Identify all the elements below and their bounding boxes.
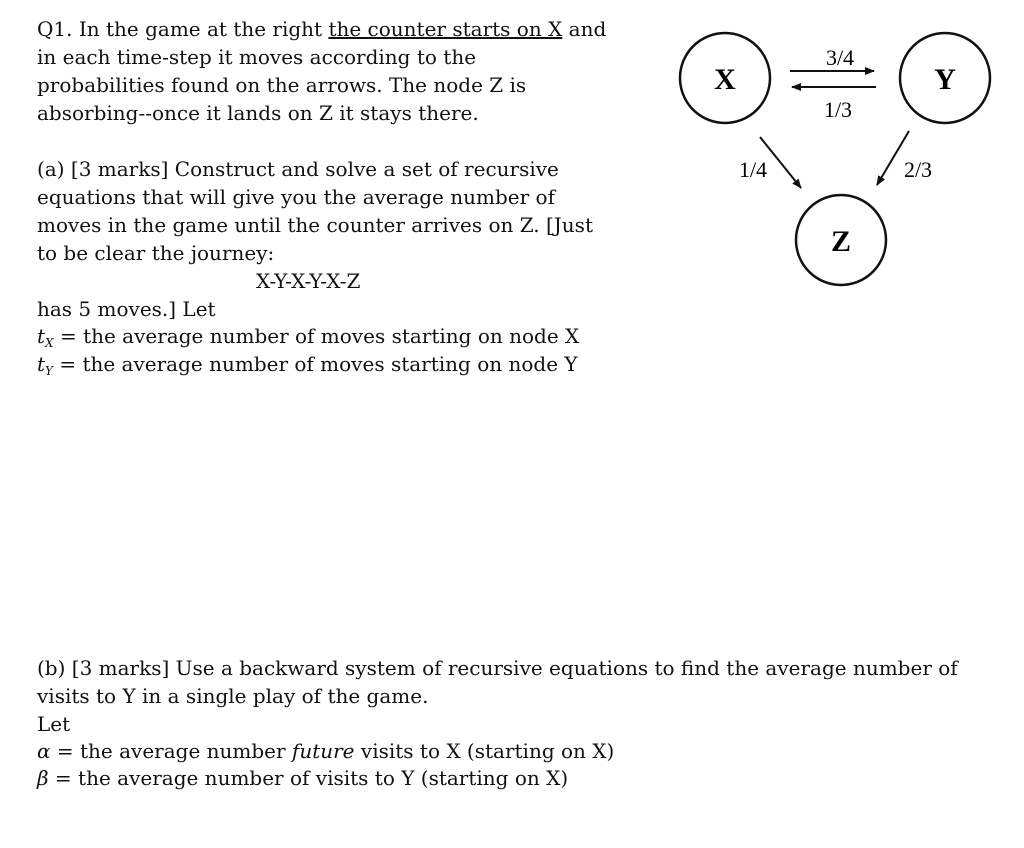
alpha-symbol: α bbox=[37, 739, 51, 763]
question-intro-line-3: probabilities found on the arrows. The node Z is bbox=[37, 73, 527, 97]
alpha-text-b: visits to X (starting on X) bbox=[354, 739, 615, 763]
beta-definition bbox=[37, 765, 568, 792]
ty-symbol: t bbox=[37, 352, 46, 376]
edge-x-to-z-label: 1/4 bbox=[738, 157, 768, 182]
edge-x-to-y-label: 3/4 bbox=[825, 45, 855, 70]
part-b-line-1: (b) [3 marks] Use a backward system of recursive equations to find the average number of bbox=[37, 656, 958, 680]
part-a-line-2: equations that will give you the average number of bbox=[37, 185, 555, 209]
part-a-line-1: (a) [3 marks] Construct and solve a set of recursive bbox=[37, 157, 559, 181]
node-y bbox=[900, 33, 990, 123]
tx-text: = the average number of moves starting on node X bbox=[53, 324, 580, 348]
ty-definition bbox=[37, 351, 578, 378]
part-a-line-3: moves in the game until the counter arrives on Z. [Just bbox=[37, 213, 593, 237]
part-b-line-3: Let bbox=[37, 712, 71, 736]
beta-text: = the average number of visits to Y (starting on X) bbox=[48, 766, 569, 790]
intro-text-1a: Q1. In the game at the right bbox=[37, 17, 329, 41]
ty-subscript: Y bbox=[45, 364, 53, 378]
tx-subscript: X bbox=[45, 336, 54, 350]
edge-y-to-z-label: 2/3 bbox=[903, 157, 933, 182]
tx-symbol: t bbox=[37, 324, 46, 348]
node-x-label: X bbox=[714, 63, 736, 96]
ty-text: = the average number of moves starting on node Y bbox=[52, 352, 578, 376]
node-z bbox=[796, 195, 886, 285]
question-intro-line-4: absorbing--once it lands on Z it stays there. bbox=[37, 101, 479, 125]
intro-text-1b: and bbox=[562, 17, 607, 41]
node-y-label: Y bbox=[934, 63, 956, 96]
markov-chain-diagram bbox=[660, 20, 1000, 290]
node-x bbox=[680, 33, 770, 123]
alpha-definition bbox=[37, 738, 614, 765]
part-a-line-4: to be clear the journey: bbox=[37, 241, 275, 265]
tx-definition bbox=[37, 323, 579, 350]
part-a-line-5: has 5 moves.] Let bbox=[37, 297, 216, 321]
journey-example: X-Y-X-Y-X-Z bbox=[256, 269, 361, 293]
intro-underlined-phrase: the counter starts on X bbox=[328, 17, 563, 41]
part-b-line-2: visits to Y in a single play of the game. bbox=[37, 684, 429, 708]
beta-symbol: β bbox=[37, 766, 49, 790]
question-intro-line-1 bbox=[37, 16, 606, 43]
alpha-emphasis: future bbox=[291, 739, 355, 763]
edge-y-to-x-label: 1/3 bbox=[823, 97, 853, 122]
question-intro-line-2: in each time-step it moves according to the bbox=[37, 45, 477, 69]
alpha-text-a: = the average number bbox=[50, 739, 292, 763]
node-z-label: Z bbox=[830, 225, 852, 258]
